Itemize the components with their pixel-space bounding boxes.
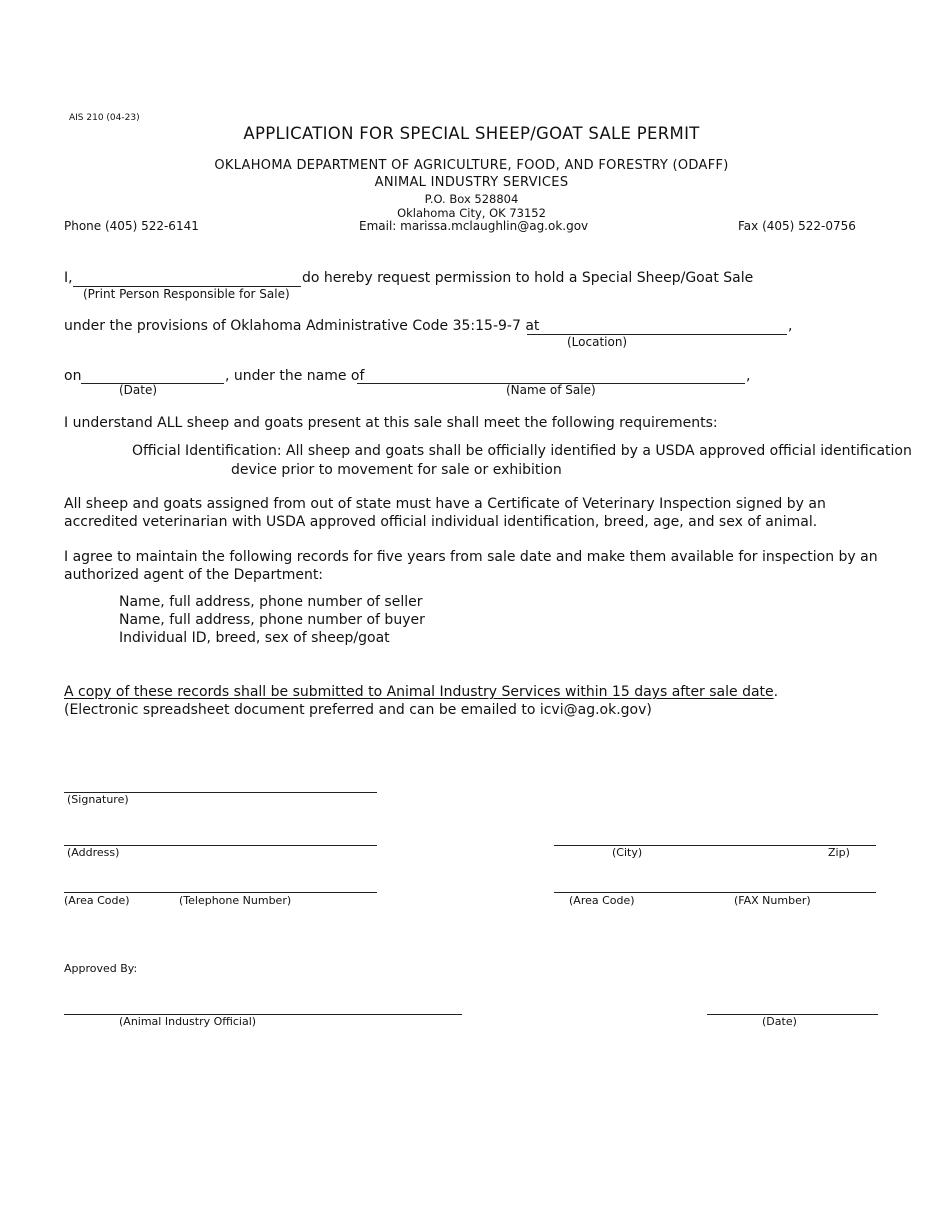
page-title: APPLICATION FOR SPECIAL SHEEP/GOAT SALE PERMIT bbox=[243, 124, 700, 143]
requirements-intro: I understand ALL sheep and goats present at this sale shall meet the following requirements: bbox=[64, 415, 718, 431]
electronic-note: (Electronic spreadsheet document preferred and can be emailed to icvi@ag.ok.gov) bbox=[64, 702, 652, 718]
out-of-state-line-1: All sheep and goats assigned from out of state must have a Certificate of Veterinary Inspection signed by an bbox=[64, 496, 826, 512]
out-of-state-line-2: accredited veterinarian with USDA approved official individual identification, breed, age, and sex of animal. bbox=[64, 514, 818, 530]
records-line-1: I agree to maintain the following records for five years from sale date and make them available for inspection by an bbox=[64, 549, 878, 565]
provisions-text: under the provisions of Oklahoma Administrative Code 35:15-9-7 at bbox=[64, 318, 540, 334]
email-address: Email: marissa.mclaughlin@ag.ok.gov bbox=[359, 219, 589, 233]
location-caption: (Location) bbox=[567, 335, 628, 349]
record-item: Individual ID, breed, sex of sheep/goat bbox=[119, 630, 390, 646]
telephone-caption: (Telephone Number) bbox=[179, 894, 292, 907]
po-box: P.O. Box 528804 bbox=[424, 192, 519, 206]
fax-caption: (FAX Number) bbox=[734, 894, 811, 907]
approval-date-caption: (Date) bbox=[762, 1015, 797, 1028]
city-state: Oklahoma City, OK 73152 bbox=[397, 206, 546, 220]
fax-area-code-caption: (Area Code) bbox=[569, 894, 635, 907]
signature-caption: (Signature) bbox=[67, 793, 129, 806]
submit-notice: A copy of these records shall be submitted to Animal Industry Services within 15 days after sale date. bbox=[64, 684, 779, 700]
location-field[interactable] bbox=[527, 334, 787, 335]
request-text: do hereby request permission to hold a Special Sheep/Goat Sale bbox=[302, 270, 754, 286]
name-of-sale-caption: (Name of Sale) bbox=[506, 383, 596, 397]
area-code-caption: (Area Code) bbox=[64, 894, 130, 907]
comma-1: , bbox=[788, 318, 793, 334]
official-caption: (Animal Industry Official) bbox=[119, 1015, 257, 1028]
on-label: on bbox=[64, 368, 82, 384]
phone-number: Phone (405) 522-6141 bbox=[64, 219, 199, 233]
approved-by-label: Approved By: bbox=[64, 962, 138, 975]
i-label: I, bbox=[64, 270, 73, 286]
under-name-text: , under the name of bbox=[225, 368, 365, 384]
city-caption: (City) bbox=[612, 846, 643, 859]
comma-2: , bbox=[746, 368, 751, 384]
person-caption: (Print Person Responsible for Sale) bbox=[83, 287, 290, 301]
division-name: ANIMAL INDUSTRY SERVICES bbox=[374, 175, 569, 190]
telephone-field[interactable] bbox=[64, 892, 377, 893]
zip-caption: Zip) bbox=[828, 846, 850, 859]
form-id: AIS 210 (04-23) bbox=[69, 113, 140, 123]
address-caption: (Address) bbox=[67, 846, 120, 859]
date-caption: (Date) bbox=[119, 383, 158, 397]
fax-number: Fax (405) 522-0756 bbox=[738, 219, 856, 233]
record-item: Name, full address, phone number of seller bbox=[119, 594, 423, 610]
official-id-line-2: device prior to movement for sale or exhibition bbox=[231, 462, 562, 478]
records-line-2: authorized agent of the Department: bbox=[64, 567, 324, 583]
agency-name: OKLAHOMA DEPARTMENT OF AGRICULTURE, FOOD, AND FORESTRY (ODAFF) bbox=[214, 158, 729, 173]
official-id-line-1: Official Identification: All sheep and goats shall be officially identified by a USDA approved official identification bbox=[132, 443, 912, 459]
record-item: Name, full address, phone number of buyer bbox=[119, 612, 425, 628]
fax-field[interactable] bbox=[554, 892, 876, 893]
